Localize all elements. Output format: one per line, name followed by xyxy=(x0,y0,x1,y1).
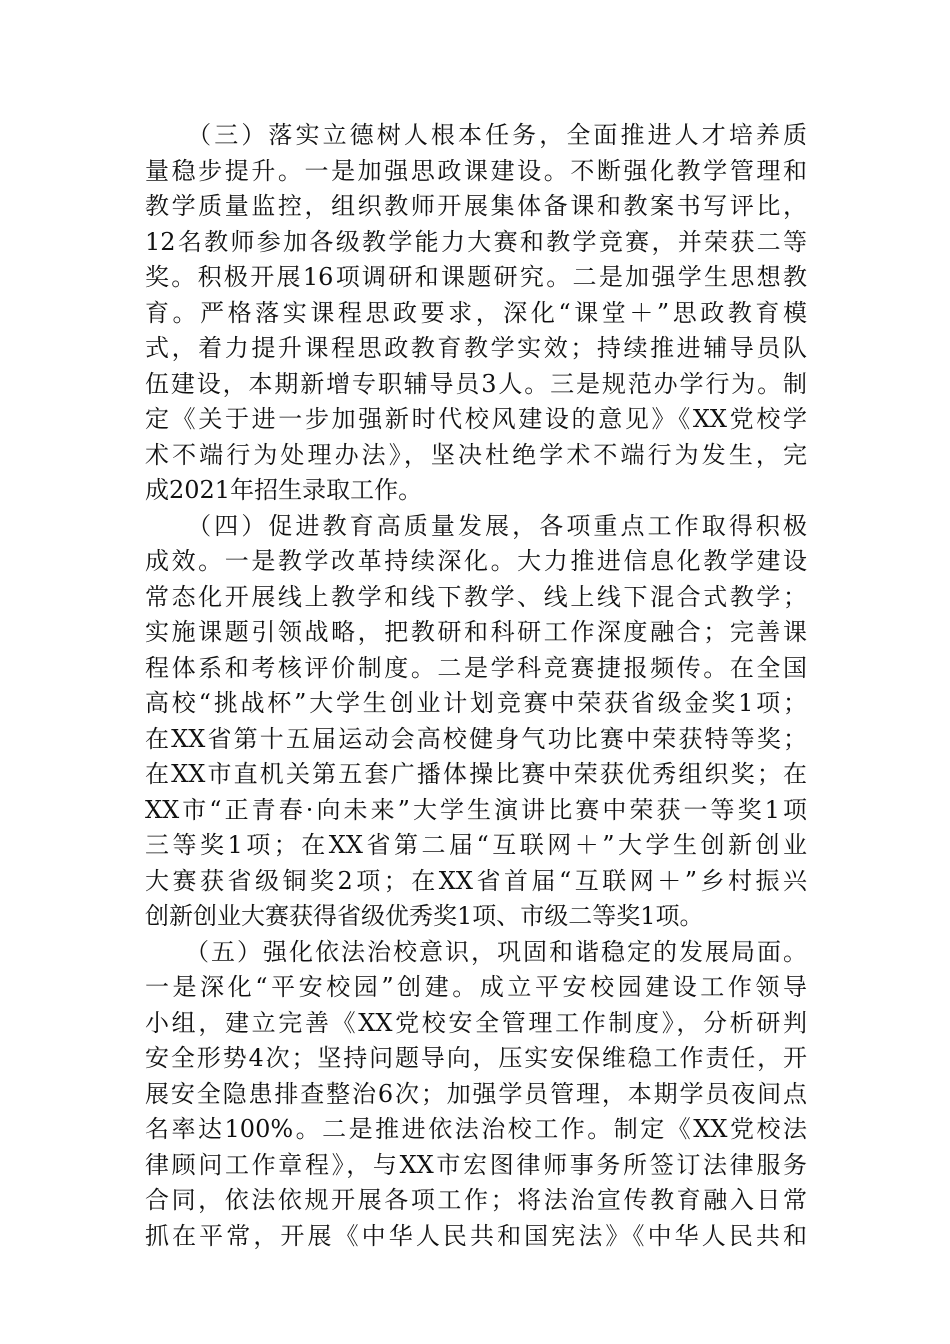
text-line: 在XX市直机关第五套广播体操比赛中荣获优秀组织奖；在 xyxy=(145,760,807,788)
document-body xyxy=(145,118,807,1254)
text-line: 展安全隐患排查整治6次；加强学员管理，本期学员夜间点 xyxy=(145,1079,807,1108)
text-line: 高校“挑战杯”大学生创业计划竞赛中荣获省级金奖1项； xyxy=(145,689,807,717)
paragraph-3-talent-training xyxy=(145,118,807,509)
text-line: 术不端行为处理办法》，坚决杜绝学术不端行为发生，完 xyxy=(145,440,807,469)
text-line: 成效。一是教学改革持续深化。大力推进信息化教学建设 xyxy=(145,547,807,575)
text-line: 常态化开展线上教学和线下教学、线上线下混合式教学； xyxy=(145,582,807,611)
text-line: 名率达100%。二是推进依法治校工作。制定《XX党校法 xyxy=(145,1115,807,1143)
text-line: 抓在平常，开展《中华人民共和国宪法》《中华人民共和 xyxy=(145,1221,807,1250)
text-line: 一是深化“平安校园”创建。成立平安校园建设工作领导 xyxy=(145,973,807,1001)
paragraph-5-rule-of-law xyxy=(145,935,807,1255)
text-line: （五）强化依法治校意识，巩固和谐稳定的发展局面。 xyxy=(145,937,807,966)
text-line: 实施课题引领战略，把教研和科研工作深度融合；完善课 xyxy=(145,618,807,646)
text-line: 式，着力提升课程思政教育教学实效；持续推进辅导员队 xyxy=(145,334,807,362)
text-line: 在XX省第十五届运动会高校健身气功比赛中荣获特等奖； xyxy=(145,724,807,753)
text-line: 12名教师参加各级教学能力大赛和教学竞赛，并荣获二等 xyxy=(145,227,807,256)
text-line: 合同，依法依规开展各项工作；将法治宣传教育融入日常 xyxy=(145,1186,807,1214)
text-line: 律顾问工作章程》，与XX市宏图律师事务所签订法律服务 xyxy=(145,1150,807,1179)
text-line: （三）落实立德树人根本任务，全面推进人才培养质 xyxy=(145,121,807,149)
text-line: 三等奖1项；在XX省第二届“互联网＋”大学生创新创业 xyxy=(145,831,807,859)
text-line: 创新创业大赛获得省级优秀奖1项、市级二等奖1项。 xyxy=(145,902,704,930)
text-line: 程体系和考核评价制度。二是学科竞赛捷报频传。在全国 xyxy=(145,653,807,682)
text-line: （四）促进教育高质量发展，各项重点工作取得积极 xyxy=(145,511,807,540)
text-line: 教学质量监控，组织教师开展集体备课和教案书写评比， xyxy=(145,192,807,220)
text-line: 量稳步提升。一是加强思政课建设。不断强化教学管理和 xyxy=(145,156,807,185)
text-line: 伍建设，本期新增专职辅导员3人。三是规范办学行为。制 xyxy=(145,369,807,398)
paragraph-4-education-quality xyxy=(145,509,807,935)
text-line: XX市“正青春·向未来”大学生演讲比赛中荣获一等奖1项 xyxy=(145,795,807,824)
text-line: 安全形势4次；坚持问题导向，压实安保维稳工作责任，开 xyxy=(145,1044,807,1072)
text-line: 成2021年招生录取工作。 xyxy=(145,476,423,504)
text-line: 小组，建立完善《XX党校安全管理工作制度》，分析研判 xyxy=(145,1008,807,1037)
text-line: 定《关于进一步加强新时代校风建设的意见》《XX党校学 xyxy=(145,405,807,433)
text-line: 奖。积极开展16项调研和课题研究。二是加强学生思想教 xyxy=(145,263,807,291)
text-line: 大赛获省级铜奖2项；在XX省首届“互联网＋”乡村振兴 xyxy=(145,866,807,895)
text-line: 育。严格落实课程思政要求，深化“课堂＋”思政教育模 xyxy=(145,298,807,327)
